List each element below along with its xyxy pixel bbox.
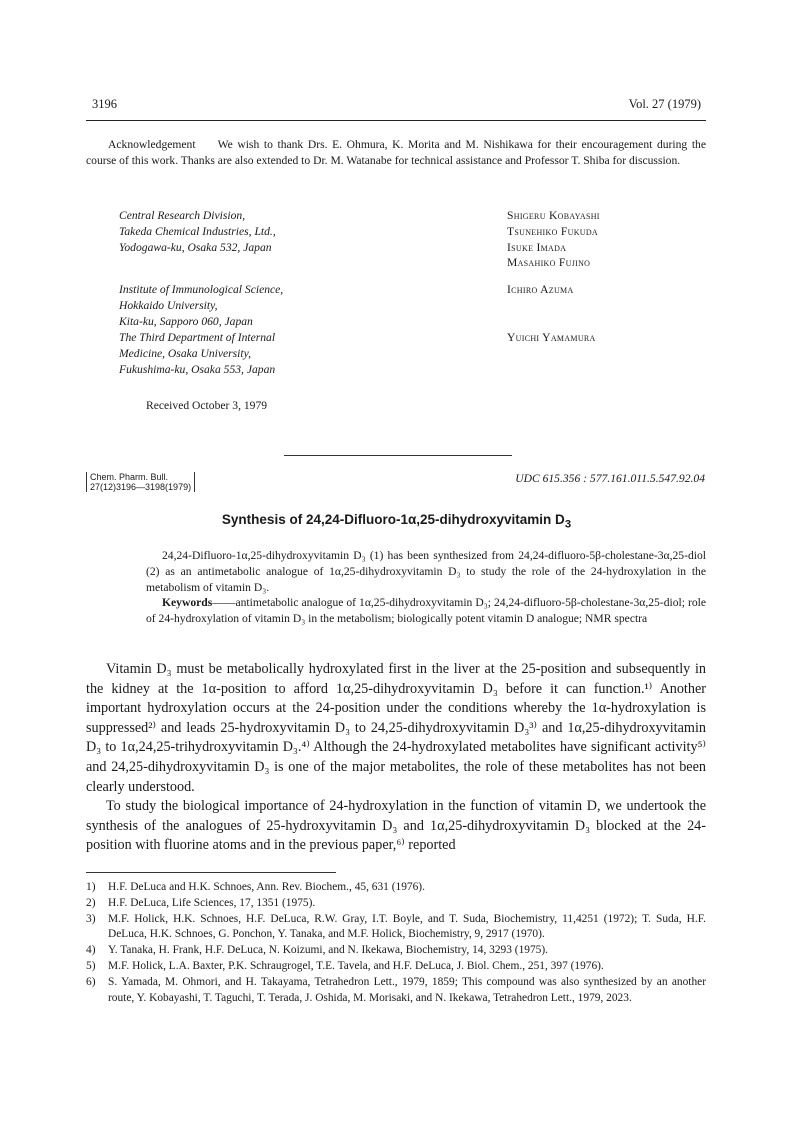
author-name: Tsunehiko Fukuda — [507, 224, 599, 238]
footnote-text: S. Yamada, M. Ohmori, and H. Takayama, Tetrahedron Lett., 1979, 1859; This compound was also synthesized by an another route, Y. Kobayashi, T. Taguchi, T. Terada, J. Oshida, M. Morisaki, and N. Ikekawa, Tetrahedron Lett., 1979, 2023. — [108, 975, 706, 1004]
udc-code: UDC 615.356 : 577.161.011.5.547.92.04 — [515, 472, 705, 485]
footnote-number: 6) — [86, 975, 96, 988]
keywords — [146, 595, 706, 627]
footnote-text: H.F. DeLuca and H.K. Schnoes, Ann. Rev. Biochem., 45, 631 (1976). — [108, 881, 425, 893]
acknowledgement-label: Acknowledgement — [108, 138, 196, 151]
affiliation-2 — [119, 282, 419, 329]
footnote-rule — [86, 872, 336, 873]
body-paragraph: To study the biological importance of 24-hydroxylation in the function of vitamin D, we undertook the synthesis of the analogues of 25-hydroxyvitamin D₃ and 1α,25-dihydroxyvitamin D₃ blocked at the 24-position with fluorine atoms and in the previous paper,⁶⁾ reported — [86, 798, 706, 854]
section-divider — [284, 455, 512, 456]
journal-citation — [86, 472, 195, 492]
footnote-number: 4) — [86, 944, 96, 957]
acknowledgement-text: We wish to thank Drs. E. Ohmura, K. Morita and M. Nishikawa for their encouragement during the course of this work. Thanks are also extended to Dr. M. Watanabe for technical assistance and Professor T. Shiba for discussion. — [86, 138, 706, 167]
footnote-number: 1) — [86, 881, 96, 893]
footnote — [86, 959, 706, 975]
received-date: Received October 3, 1979 — [146, 399, 268, 412]
affiliation-line: Yodogawa-ku, Osaka 532, Japan — [119, 240, 272, 254]
affiliation-3 — [119, 330, 419, 377]
footnote-text: Y. Tanaka, H. Frank, H.F. DeLuca, N. Koizumi, and N. Ikekawa, Biochemistry, 14, 3293 (1975). — [108, 944, 549, 957]
keywords-label: Keywords — [162, 596, 213, 610]
citation-volume: 27(12)3196—3198(1979) — [90, 482, 192, 492]
footnote — [86, 896, 706, 912]
footnote-text: M.F. Holick, L.A. Baxter, P.K. Schraugrogel, T.E. Tavela, and H.F. DeLuca, J. Biol. Chem., 251, 397 (1976). — [108, 959, 604, 972]
title-main: Synthesis of 24,24-Difluoro-1α,25-dihydroxyvitamin D — [221, 512, 565, 527]
affiliation-line: The Third Department of Internal — [119, 331, 276, 344]
affiliation-line: Kita-ku, Sapporo 060, Japan — [119, 314, 253, 328]
footnote — [86, 912, 706, 944]
citation-journal: Chem. Pharm. Bull. — [90, 472, 169, 482]
acknowledgement — [86, 137, 706, 169]
affiliation-line: Takeda Chemical Industries, Ltd., — [119, 224, 276, 238]
affiliation-line: Medicine, Osaka University, — [119, 346, 252, 360]
affiliation-1 — [119, 208, 419, 255]
footnote-number: 2) — [86, 896, 96, 909]
author-name: Isuke Imada — [507, 240, 567, 254]
authors-1 — [507, 208, 707, 271]
footnote — [86, 943, 706, 959]
author-name: Yuichi Yamamura — [507, 331, 596, 344]
abstract-text: 24,24-Difluoro-1α,25-dihydroxyvitamin D₃ (1) has been synthesized from 24,24-difluoro-5β-cholestane-3α,25-diol (2) as an antimetabolic analogue of 1α,25-dihydroxyvitamin D₃ to study the role of the 24-hydroxylation in the metabolism of vitamin D₃. — [146, 549, 706, 594]
body-text — [86, 660, 706, 856]
article-title — [0, 512, 793, 531]
footnote — [86, 975, 706, 1007]
footnote — [86, 880, 706, 896]
affiliation-line: Hokkaido University, — [119, 298, 218, 312]
author-name: Ichiro Azuma — [507, 283, 574, 296]
abstract — [146, 548, 706, 627]
header-rule — [86, 120, 706, 121]
author-name: Shigeru Kobayashi — [507, 209, 600, 222]
keywords-list: ——antimetabolic analogue of 1α,25-dihydroxyvitamin D₃; 24,24-difluoro-5β-cholestane-3α,25-diol; role of 24-hydroxylation of vitamin D₃ in the metabolism; biologically potent vitamin D analogue; NMR spectra — [146, 596, 706, 626]
author-name: Masahiko Fujino — [507, 256, 591, 270]
title-subscript: 3 — [564, 518, 572, 531]
footnote-number: 3) — [86, 912, 96, 925]
page-number: 3196 — [92, 97, 117, 111]
body-paragraph: Vitamin D₃ must be metabolically hydroxylated first in the liver at the 25-position and subsequently in the kidney at the 1α-position to afford 1α,25-dihydroxyvitamin D₃ before it can function.¹⁾ Another important hydroxylation occurs at the 24-position under the conditions whereby the 1α-hydroxylation is suppressed²⁾ and leads 25-hydroxyvitamin D₃ to 24,25-dihydroxyvitamin D₃³⁾ and 1α,25-dihydroxyvitamin D₃ to 1α,24,25-trihydroxyvitamin D₃.⁴⁾ Although the 24-hydroxylated metabolites have significant activity⁵⁾ and 24,25-dihydroxyvitamin D₃ is one of the major metabolites, the role of these metabolites has not been clearly understood. — [86, 661, 706, 795]
affiliation-line: Fukushima-ku, Osaka 553, Japan — [119, 362, 276, 376]
footnote-text: M.F. Holick, H.K. Schnoes, H.F. DeLuca, R.W. Gray, I.T. Boyle, and T. Suda, Biochemistry, 11,4251 (1972); T. Suda, H.F. DeLuca, H.K. Schnoes, G. Ponchon, Y. Tanaka, and M.F. Holick, Biochemistry, 9, 2917 (1970). — [108, 912, 706, 941]
affiliation-line: Institute of Immunological Science, — [119, 283, 284, 296]
footnote-number: 5) — [86, 959, 96, 972]
affiliation-line: Central Research Division, — [119, 209, 246, 222]
footnote-text: H.F. DeLuca, Life Sciences, 17, 1351 (1975). — [108, 896, 316, 909]
footnotes — [86, 880, 706, 1006]
authors-2 — [507, 282, 707, 298]
volume-info: Vol. 27 (1979) — [628, 97, 701, 111]
authors-3 — [507, 330, 707, 346]
